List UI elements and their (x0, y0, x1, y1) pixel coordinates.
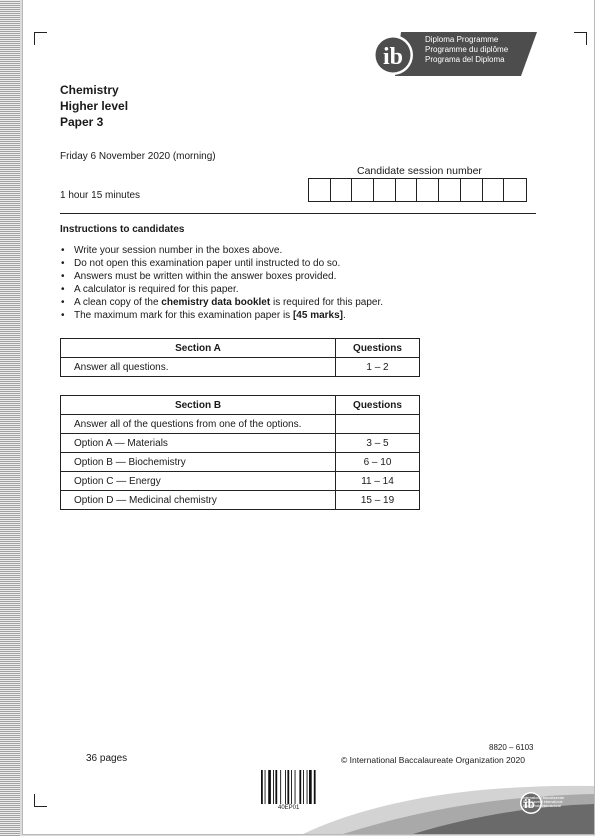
session-number-box[interactable] (417, 179, 439, 201)
exam-cover-page (22, 0, 595, 835)
exam-title (60, 82, 128, 130)
page-count: 36 pages (86, 753, 128, 764)
row-questions: 3 – 5 (336, 434, 420, 453)
table-row (61, 434, 420, 453)
section-b-table (60, 395, 420, 510)
row-description: Option C — Energy (61, 472, 336, 491)
session-number-box[interactable] (309, 179, 331, 201)
session-number-box[interactable] (374, 179, 396, 201)
exam-code: 8820 – 6103 (489, 743, 534, 752)
table-row (61, 491, 420, 510)
section-header: Section A (61, 339, 336, 358)
instruction-text: Do not open this examination paper until instructed to do so. (74, 258, 341, 269)
instruction-text: A clean copy of the (74, 297, 162, 308)
candidate-session-number-boxes[interactable] (308, 178, 527, 202)
table-row (61, 453, 420, 472)
exam-date: Friday 6 November 2020 (morning) (60, 151, 216, 162)
session-number-box[interactable] (461, 179, 483, 201)
table-header-row (61, 396, 420, 415)
level: Higher level (60, 99, 129, 113)
instruction-item (60, 270, 383, 283)
barcode-number: 40EP01 (278, 805, 300, 811)
row-questions: 11 – 14 (336, 472, 420, 491)
section-header: Section B (61, 396, 336, 415)
session-number-box[interactable] (352, 179, 374, 201)
barcode-bar (287, 770, 289, 804)
row-description: Answer all of the questions from one of the options. (61, 415, 336, 434)
instruction-text: A calculator is required for this paper. (74, 284, 239, 295)
instruction-text: Answers must be written within the answer boxes provided. (74, 271, 337, 282)
row-questions (336, 415, 420, 434)
table-row (61, 472, 420, 491)
ib-logo-icon: ib (383, 44, 404, 70)
barcode-bar (273, 770, 274, 804)
instruction-text: Write your session number in the boxes above. (74, 245, 283, 256)
barcode-bar (280, 770, 281, 804)
subject: Chemistry (60, 83, 119, 97)
row-description: Answer all questions. (61, 358, 336, 377)
row-questions: 1 – 2 (336, 358, 420, 377)
crop-mark-top-right (574, 32, 587, 45)
questions-header: Questions (336, 396, 420, 415)
instruction-item (60, 257, 383, 270)
barcode-bar (299, 770, 301, 804)
instruction-text: is required for this paper. (270, 297, 384, 308)
ib-corner-names (523, 796, 564, 808)
barcode-bar (268, 770, 271, 804)
programme-name-en: Diploma Programme (425, 35, 499, 44)
questions-header: Questions (336, 339, 420, 358)
binding-edge (0, 0, 20, 836)
crop-mark-top-left (34, 32, 47, 45)
instruction-text: . (343, 310, 346, 321)
instruction-item (60, 283, 383, 296)
row-description: Option A — Materials (61, 434, 336, 453)
row-description: Option B — Biochemistry (61, 453, 336, 472)
barcode-bar (295, 770, 296, 804)
instruction-item (60, 296, 383, 309)
copyright: © International Baccalaureate Organization 2020 (341, 755, 525, 765)
instructions-list (60, 244, 383, 322)
session-number-box[interactable] (439, 179, 461, 201)
instruction-item (60, 309, 383, 322)
ib-name-en: International Baccalaureate (523, 796, 565, 800)
barcode-bar (261, 770, 263, 804)
row-description: Option D — Medicinal chemistry (61, 491, 336, 510)
candidate-session-number-label: Candidate session number (357, 165, 482, 177)
programme-name-es: Programa del Diploma (425, 55, 505, 64)
row-questions: 15 – 19 (336, 491, 420, 510)
programme-names (425, 35, 508, 65)
row-questions: 6 – 10 (336, 453, 420, 472)
exam-duration: 1 hour 15 minutes (60, 190, 141, 201)
barcode-bar (275, 770, 277, 804)
session-number-box[interactable] (331, 179, 353, 201)
instruction-emphasis: [45 marks] (292, 310, 343, 321)
table-row (61, 358, 420, 377)
instruction-item (60, 244, 383, 257)
crop-mark-bottom-left (34, 794, 47, 807)
instructions-title: Instructions to candidates (60, 224, 185, 235)
barcode-bar (265, 770, 266, 804)
instruction-emphasis: chemistry data booklet (161, 297, 271, 308)
programme-name-fr: Programme du diplôme (425, 45, 509, 54)
session-number-box[interactable] (396, 179, 418, 201)
section-a-table (60, 338, 420, 377)
barcode-bar (291, 770, 292, 804)
session-number-box[interactable] (504, 179, 526, 201)
instruction-text: The maximum mark for this examination paper is (74, 310, 293, 321)
paper: Paper 3 (60, 115, 104, 129)
table-row (61, 415, 420, 434)
barcode-bar (285, 770, 286, 804)
divider (60, 213, 536, 214)
ib-corner-logo-icon: ib (524, 796, 535, 811)
session-number-box[interactable] (483, 179, 505, 201)
ib-name-es: Bachillerato Internacional (523, 804, 562, 808)
ib-name-fr: Baccalauréat International (523, 800, 563, 804)
table-header-row (61, 339, 420, 358)
